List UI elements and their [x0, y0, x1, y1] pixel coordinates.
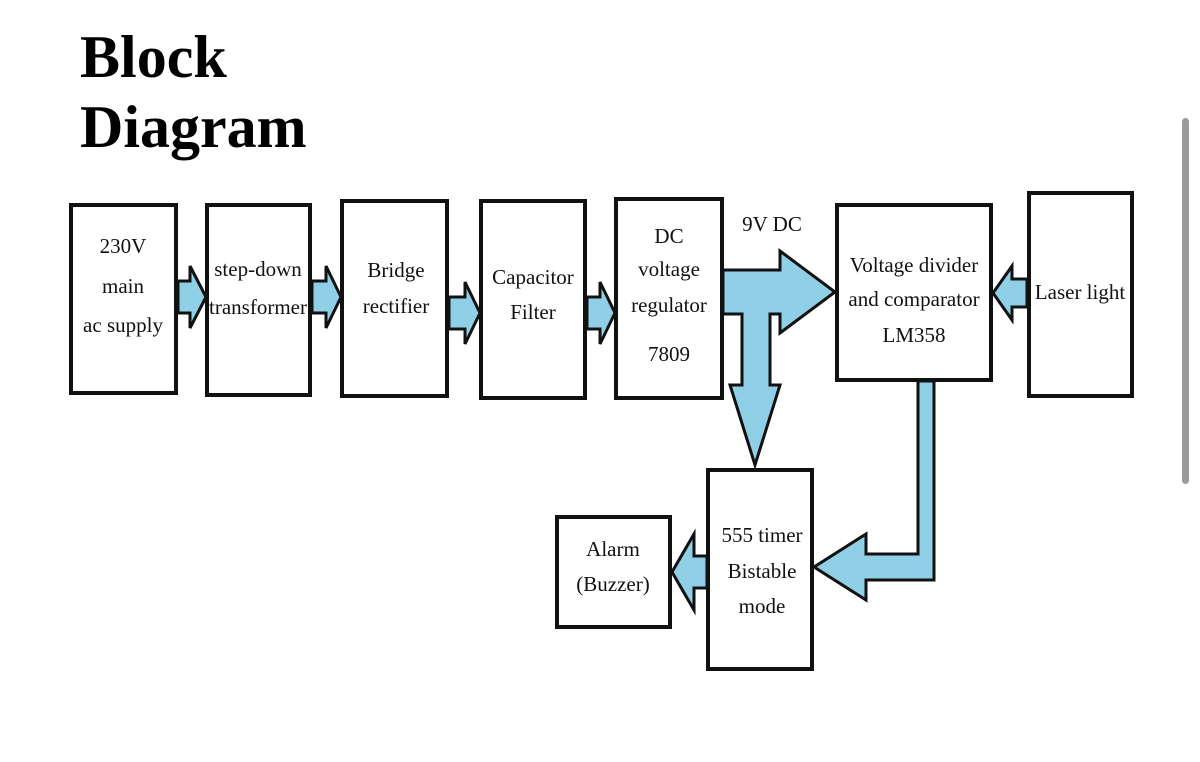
svg-text:(Buzzer): (Buzzer) [576, 572, 650, 596]
label-9v-dc: 9V DC [742, 212, 802, 236]
svg-text:LM358: LM358 [882, 323, 946, 347]
arrow-regulator-split [723, 251, 835, 465]
svg-text:Bridge: Bridge [367, 258, 425, 282]
arrow-transformer-to-rectifier [312, 266, 341, 328]
svg-text:555 timer: 555 timer [721, 523, 803, 547]
svg-text:main: main [102, 274, 144, 298]
title-line-1: Block [80, 24, 227, 90]
arrow-timer-to-alarm [672, 534, 707, 610]
arrow-rectifier-to-filter [449, 282, 480, 344]
arrow-laser-to-comparator [993, 266, 1027, 320]
svg-text:voltage: voltage [638, 257, 700, 281]
svg-text:ac supply: ac supply [83, 313, 163, 337]
svg-text:regulator: regulator [631, 293, 707, 317]
svg-text:DC: DC [654, 224, 684, 248]
svg-text:step-down: step-down [214, 257, 302, 281]
title-line-2: Diagram [80, 94, 307, 160]
svg-text:Bistable: Bistable [727, 559, 797, 583]
arrow-supply-to-transformer [178, 266, 206, 328]
svg-text:Alarm: Alarm [586, 537, 640, 561]
arrow-comparator-to-timer [814, 381, 934, 600]
arrow-filter-to-regulator [587, 282, 615, 344]
svg-text:and comparator: and comparator [848, 287, 980, 311]
svg-text:transformer: transformer [209, 295, 307, 319]
svg-text:Voltage divider: Voltage divider [849, 253, 979, 277]
svg-text:mode: mode [738, 594, 786, 618]
svg-text:rectifier: rectifier [362, 294, 430, 318]
svg-text:Capacitor: Capacitor [492, 265, 574, 289]
vertical-scrollbar[interactable] [1182, 118, 1189, 484]
svg-text:230V: 230V [99, 234, 147, 258]
svg-text:Filter: Filter [510, 300, 556, 324]
svg-text:7809: 7809 [648, 342, 690, 366]
label-laser-light: Laser light [1034, 280, 1126, 304]
